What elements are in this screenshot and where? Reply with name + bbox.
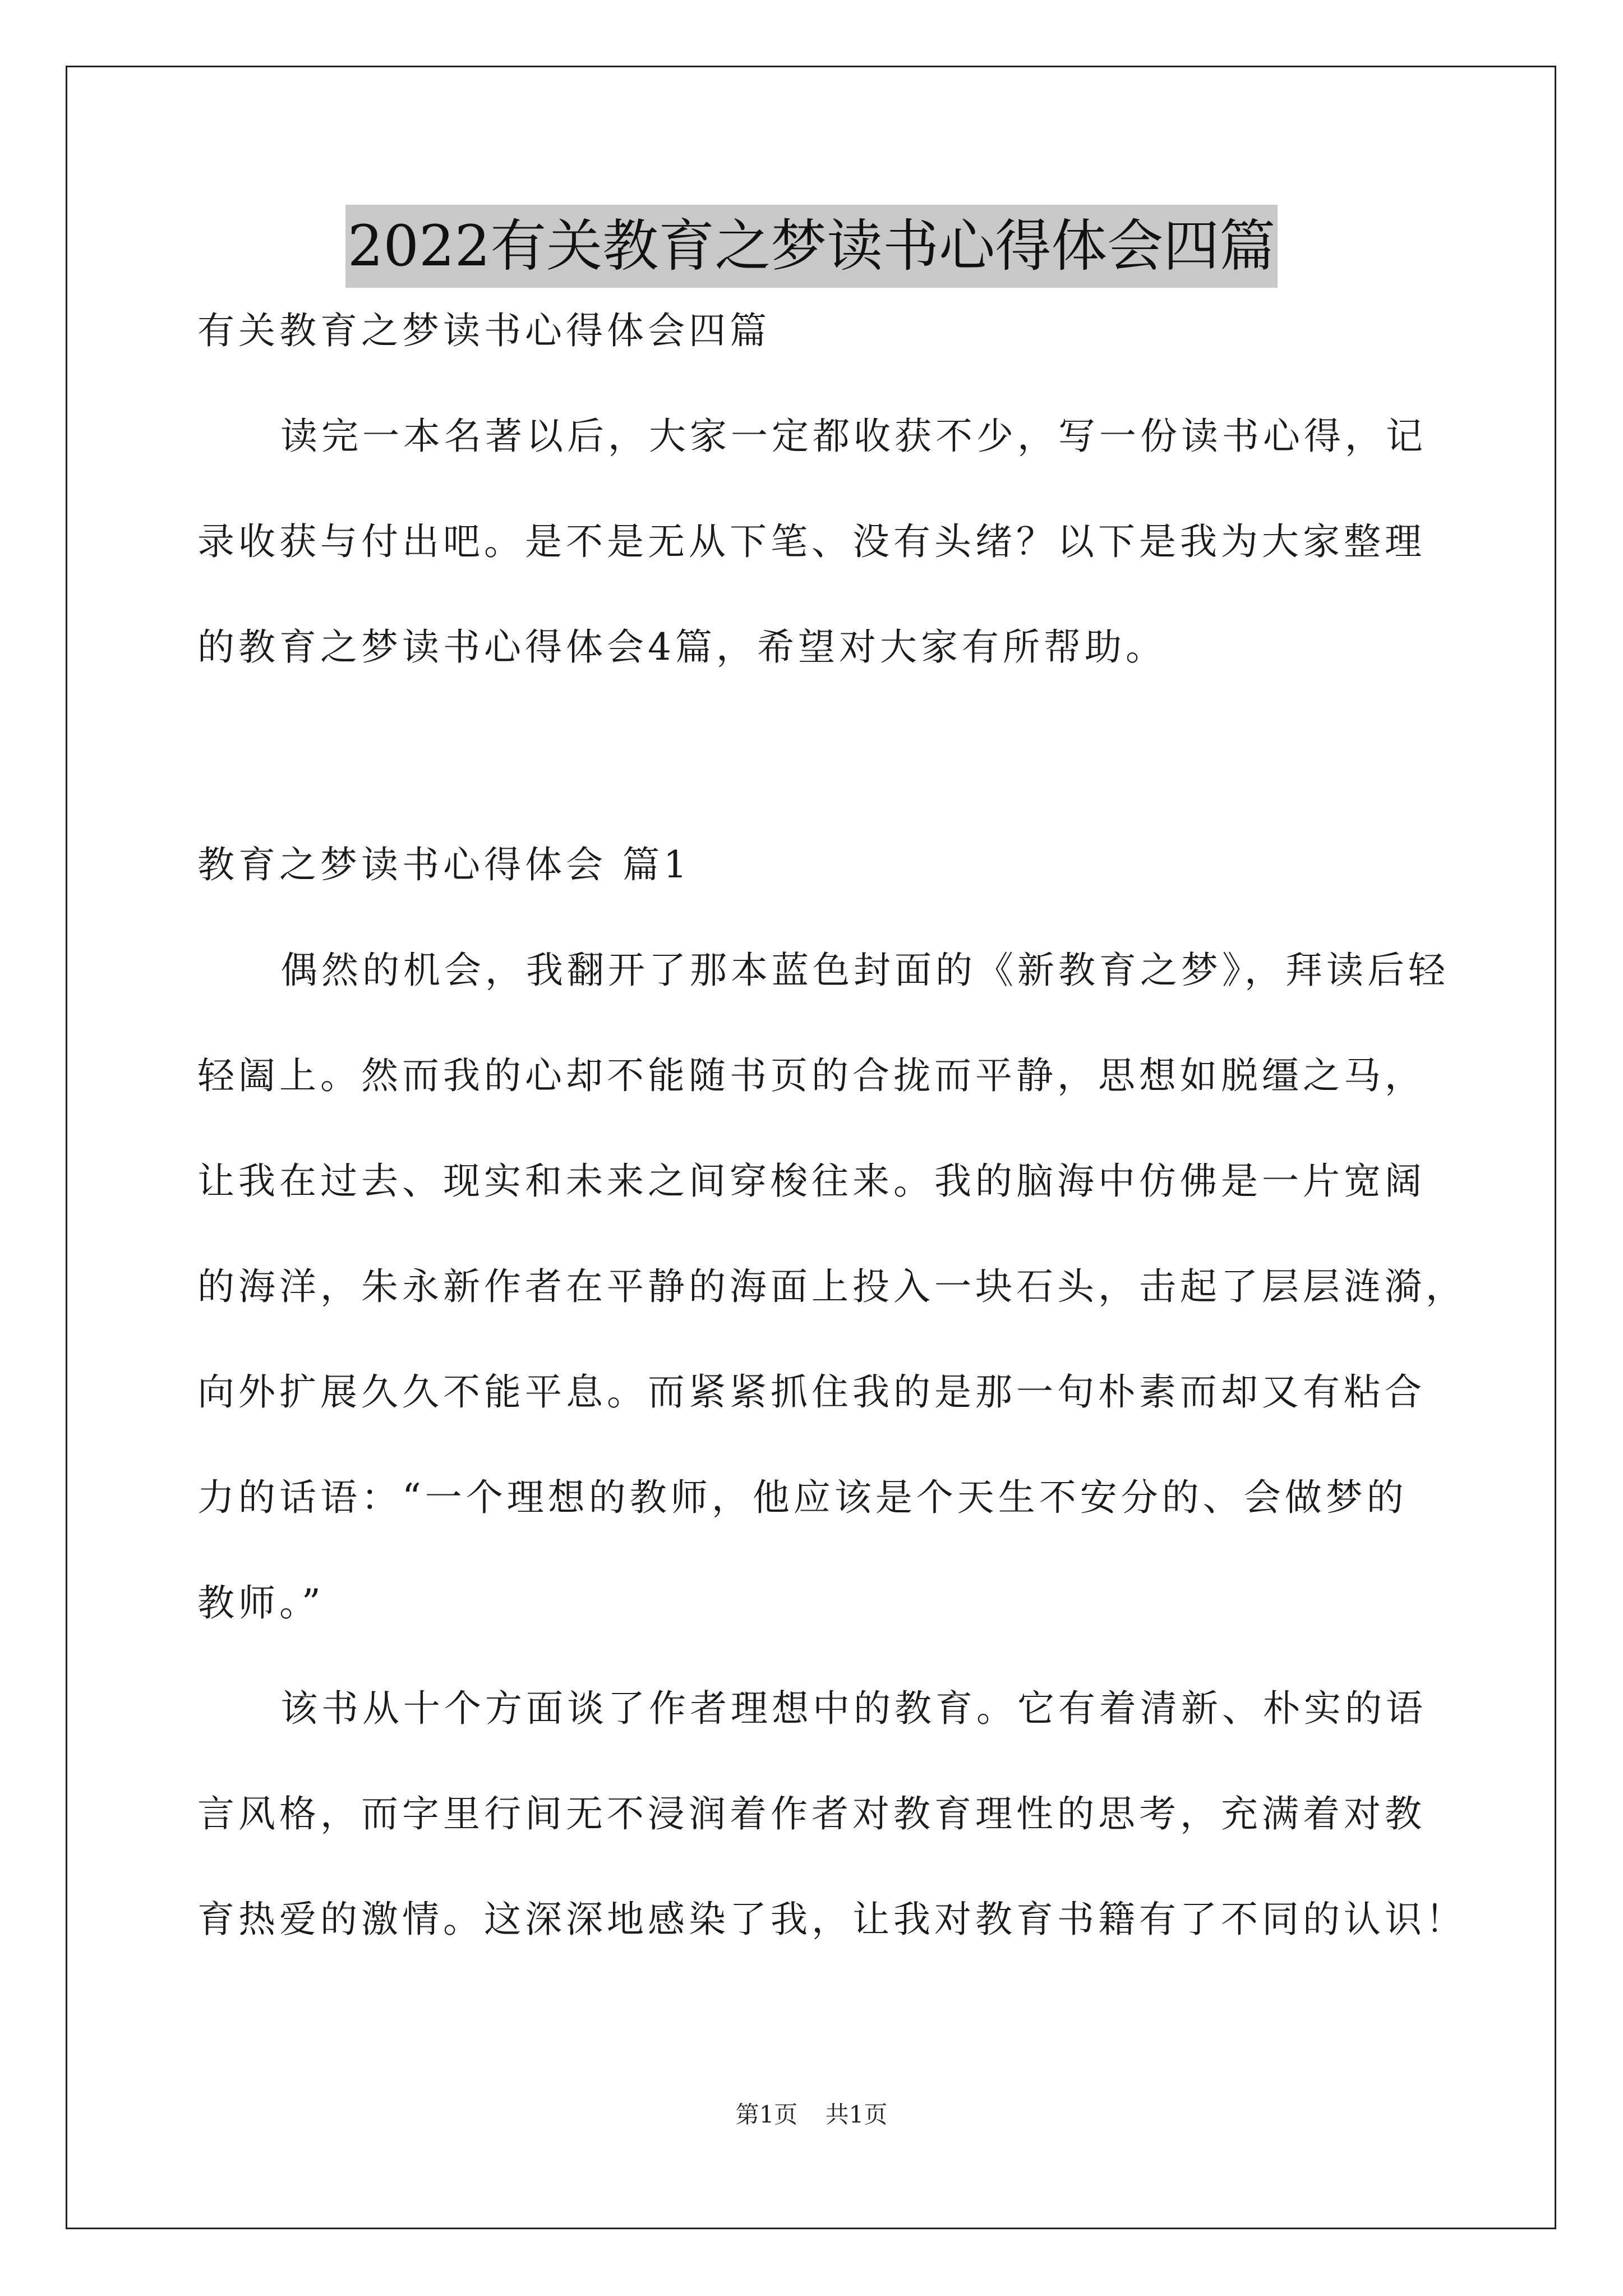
paragraph-line: 的海洋，朱永新作者在平静的海面上投入一块石头，击起了层层涟漪， xyxy=(197,1265,1467,1308)
paragraph-line: 向外扩展久久不能平息。而紧紧抓住我的是那一句朴素而却又有粘合 xyxy=(197,1370,1426,1414)
paragraph-line: 该书从十个方面谈了作者理想中的教育。它有着清新、朴实的语 xyxy=(280,1687,1427,1730)
document-subtitle: 有关教育之梦读书心得体会四篇 xyxy=(197,309,771,352)
page-footer xyxy=(0,2098,1623,2132)
intro-line: 录收获与付出吧。是不是无从下笔、没有头绪？以下是我为大家整理 xyxy=(197,520,1426,563)
paragraph-line: 偶然的机会，我翻开了那本蓝色封面的《新教育之梦》，拜读后轻 xyxy=(280,949,1449,992)
document-body xyxy=(197,303,1467,1948)
paragraph-line: 轻阖上。然而我的心却不能随书页的合拢而平静，思想如脱缰之马， xyxy=(197,1054,1426,1097)
paragraph-line: 让我在过去、现实和未来之间穿梭往来。我的脑海中仿佛是一片宽阔 xyxy=(197,1159,1426,1203)
intro-line: 读完一本名著以后，大家一定都收获不少，写一份读书心得，记 xyxy=(280,415,1427,458)
document-title: 2022有关教育之梦读书心得体会四篇 xyxy=(345,205,1278,288)
paragraph-line: 教师。” xyxy=(197,1581,325,1625)
paragraph-line: 言风格，而字里行间无不浸润着作者对教育理性的思考，充满着对教 xyxy=(197,1792,1426,1835)
page-number: 第1页 xyxy=(735,2101,798,2128)
section-heading: 教育之梦读书心得体会 篇1 xyxy=(197,843,691,886)
paragraph-line: 育热爱的激情。这深深地感染了我，让我对教育书籍有了不同的认识！ xyxy=(197,1898,1467,1941)
intro-line: 的教育之梦读书心得体会4篇，希望对大家有所帮助。 xyxy=(197,625,1166,669)
page-total: 共1页 xyxy=(825,2101,888,2128)
paragraph-line: 力的话语：“一个理想的教师，他应该是个天生不安分的、会做梦的 xyxy=(197,1476,1408,1519)
title-container xyxy=(0,205,1623,288)
